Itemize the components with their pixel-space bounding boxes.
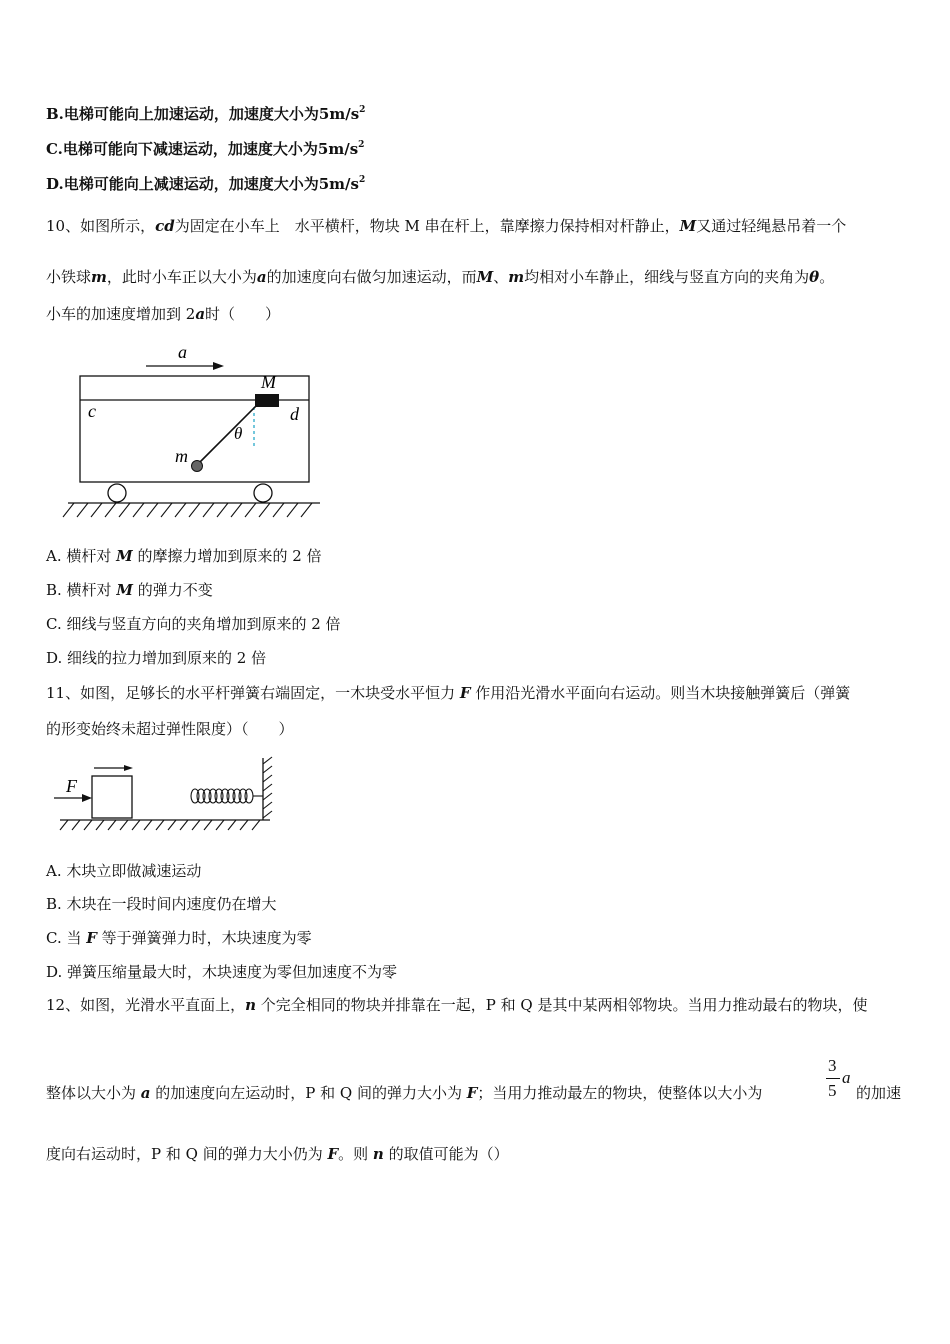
string — [197, 405, 257, 465]
q11-option-b: B. 木块在一段时间内速度仍在增大 — [46, 895, 277, 913]
q11-stem-line-1: 11、如图，足够长的水平杆弹簧右端固定，一木块受水平恒力 F 作用沿光滑水平面向右运动。则当木块接触弹簧后（弹簧 — [46, 684, 851, 702]
q11-option-a: A. 木块立即做减速运动 — [46, 862, 202, 880]
q12-stem-line-1: 12、如图，光滑水平直面上，n 个完全相同的物块并排靠在一起，P 和 Q 是其中某两相邻物块。当用力推动最右的物块，使 — [46, 996, 868, 1014]
q11-stem-line-2: 的形变始终未超过弹性限度）（ ） — [46, 720, 294, 738]
force-F-label: F — [66, 776, 77, 796]
q12-stem-line-3: 度向右运动时，P 和 Q 间的弹力大小仍为 F。则 n 的取值可能为（） — [46, 1145, 509, 1163]
q10-cart-figure — [58, 338, 328, 523]
q10-option-d: D. 细线的拉力增加到原来的 2 倍 — [46, 649, 267, 667]
rod-end-c: c — [88, 401, 96, 421]
q11-option-c: C. 当 F 等于弹簧弹力时，木块速度为零 — [46, 929, 312, 947]
q11-spring-figure — [50, 754, 280, 834]
wheel-left — [108, 484, 126, 502]
q10-stem-line-2: 小铁球m，此时小车正以大小为a的加速度向右做匀加速运动，而M、m均相对小车静止，细线与竖直方向的夹角为θ。 — [46, 268, 835, 286]
ball-m-label: m — [175, 446, 188, 466]
wheel-right — [254, 484, 272, 502]
q10-stem-line-1: 10、如图所示，cd为固定在小车上 水平横杆，物块 M 串在杆上，靠摩擦力保持相对杆静止，M又通过轻绳悬吊着一个 — [46, 217, 847, 235]
q9-option-d: D.电梯可能向上减速运动，加速度大小为$5m/s^2$ — [46, 175, 366, 193]
ball-m — [192, 461, 203, 472]
block-M — [255, 394, 279, 407]
fraction-denominator: 5 — [828, 1081, 837, 1100]
fraction-numerator: 3 — [828, 1056, 837, 1075]
q12-stem-line-2: 整体以大小为 a 的加速度向左运动时，P 和 Q 间的弹力大小为 F；当用力推动最左的物块，使整体以大小为 — [46, 1084, 763, 1102]
q9-option-c: C.电梯可能向下减速运动，加速度大小为$5m/s^2$ — [46, 140, 365, 158]
fraction-3-5-a — [826, 1056, 854, 1106]
spring — [191, 789, 263, 803]
acceleration-label: a — [178, 342, 187, 362]
q9-option-b: B.电梯可能向上加速运动，加速度大小为$5m/s^2$ — [46, 105, 366, 123]
q11-option-d: D. 弹簧压缩量最大时，木块速度为零但加速度不为零 — [46, 963, 398, 981]
theta-label: θ — [234, 424, 243, 443]
wood-block — [92, 776, 132, 818]
q10-stem-line-3: 小车的加速度增加到 2a时（ ） — [46, 305, 281, 323]
rod-end-d: d — [290, 404, 299, 424]
fraction-variable: a — [842, 1068, 851, 1087]
q10-option-c: C. 细线与竖直方向的夹角增加到原来的 2 倍 — [46, 615, 341, 633]
q10-option-b: B. 横杆对 M 的弹力不变 — [46, 581, 213, 599]
q12-stem-line-2-end: 的加速 — [856, 1084, 902, 1102]
block-M-label: M — [261, 372, 276, 392]
q10-option-a: A. 横杆对 M 的摩擦力增加到原来的 2 倍 — [46, 547, 322, 565]
